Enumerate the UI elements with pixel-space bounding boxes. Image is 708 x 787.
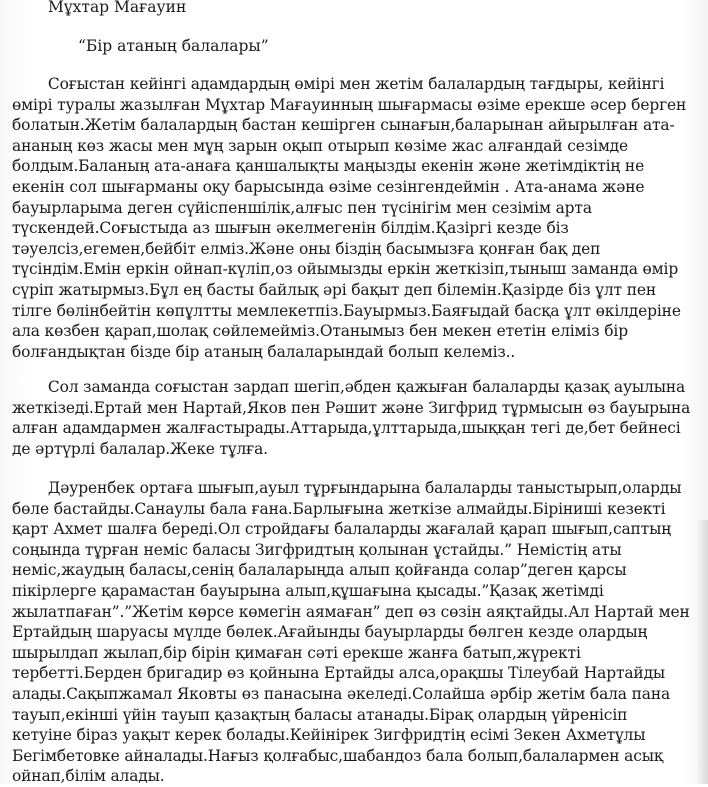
text-line: алады.Сақыпжамал Яковты өз панасына әкеледі.Солайша әрбір жетім бала пана — [12, 684, 671, 703]
text-line: соңында тұрған неміс баласы Зигфридтың қолынан ұстайды.” Немістің аты — [12, 540, 622, 559]
text-line: түсіндім.Емін еркін ойнап-күліп,оз ойымызды еркін жеткізіп,тыныш заманда өмір — [12, 260, 679, 279]
text-line: пікірлерге қарамастан бауырына алып,құшағына қысады.”Қазақ жетімді — [12, 581, 604, 600]
essay-title: “Бір атаның балалары” — [78, 37, 269, 55]
text-line: бауырларыма деген сүйіспеншілік,алғыс пен түсінігім мен сезімім арта — [12, 198, 592, 217]
text-line: Дәуренбек ортаға шығып,ауыл тұрғындарына балаларды таныстырып,оларды — [47, 479, 682, 497]
text-line: тәуелсіз,егемен,бейбіт елміз.Және оны біздің басымызға қонған бақ деп — [12, 239, 601, 258]
text-line: алған адамдармен жалғастырады.Аттарыда,ұлттарыда,шыққан тегі де,бет бейнесі — [12, 419, 681, 438]
paragraph-2 — [12, 377, 692, 459]
text-line: неміс,жаудың баласы,сенің балаларыңда алып қойғанда солар”деген қарсы — [12, 561, 627, 580]
text-line: Сол заманда соғыстан зардап шегіп,әбден қажыған балаларды қазақ ауылына — [47, 378, 686, 396]
text-line: Бегімбетовке айналады.Нағыз қолғабыс,шабандоз бала болып,балалармен асық — [12, 746, 664, 765]
author-name: Мұхтар Мағауин — [48, 0, 187, 16]
text-line: жылатпаған”.”Жетім көрсе көмегін аямаған” деп өз сөзін аяқтайды.Ал Нартай мен — [12, 602, 690, 621]
text-line: жеткізеді.Ертай мен Нартай,Яков пен Рәшит және Зигфрид тұрмысын өз бауырына — [12, 398, 691, 417]
text-line: ала көзбен қарап,шолақ сөйлемейміз.Отанымыз бен мекен ететін еліміз бір — [12, 322, 628, 341]
text-line: екенін сол шығарманы оқу барысында өзіме сезінгендеймін . Ата-анама және — [12, 177, 645, 196]
text-line: шырылдап жылап,бір бірін қимаған сәті ерекше жанға батып,жүректі — [12, 643, 581, 662]
page-edge-shadow — [696, 520, 708, 784]
text-line: тауып,екінші үйін тауып қазақтың баласы атанады.Бірақ олардың үйренісіп — [12, 705, 628, 724]
text-line: қарт Ахмет шалға береді.Ол стройдағы балаларды жағалай қарап шығып,саптың — [12, 520, 671, 539]
text-line: ананың көз жасы мен мұң зарын оқып отырып көзіме жас алғандай сезімде — [12, 136, 629, 155]
text-line: сүріп жатырмыз.Бұл ең басты байлық әрі бақыт деп білемін.Қазірде біз ұлт пен — [12, 280, 657, 299]
paragraph-3 — [12, 478, 692, 787]
text-line: кетуіне біраз уақыт керек болады.Кейінірек Зигфридтің есімі Зекен Ахметұлы — [12, 726, 646, 745]
text-line: Ертайдың шаруасы мүлде бөлек.Ағайынды бауырларды бөлген кезде олардың — [12, 623, 648, 642]
text-line: өмірі туралы жазылған Мұхтар Мағауинның шығармасы өзіме ерекше әсер берген — [12, 95, 687, 114]
text-line: бөле бастайды.Санаулы бала ғана.Барлығына жеткізе алмайды.Біріниші кезекті — [12, 499, 666, 518]
text-line: болатын.Жетім балалардың бастан кешірген сынағын,баларынан айырылған ата- — [12, 116, 675, 135]
text-line: болдым.Баланың ата-анаға қаншалықты маңызды екенін және жетімдіктің не — [12, 157, 645, 176]
text-line: де әртүрлі балалар.Жеке тұлға. — [12, 439, 268, 458]
text-line: болғандықтан бізде бір атаның балаларындай болып келеміз.. — [12, 342, 516, 361]
text-line: ойнап,білім алады. — [12, 767, 165, 786]
text-line: түскендей.Соғыстыда аз шығын әкелмегенін білдім.Қазіргі кезде біз — [12, 219, 569, 238]
text-line: тілге бөлінбейтін көпұлтты мемлекетпіз.Бауырмыз.Баяғыдай басқа ұлт өкілдеріне — [12, 301, 681, 320]
paragraph-1 — [12, 74, 692, 362]
text-line: Соғыстан кейінгі адамдардың өмірі мен жетім балалардың тағдыры, кейінгі — [47, 75, 665, 93]
text-line: тербетті.Берден бригадир өз қойнына Ертайды алса,орақшы Тілеубай Нартайды — [12, 664, 666, 683]
